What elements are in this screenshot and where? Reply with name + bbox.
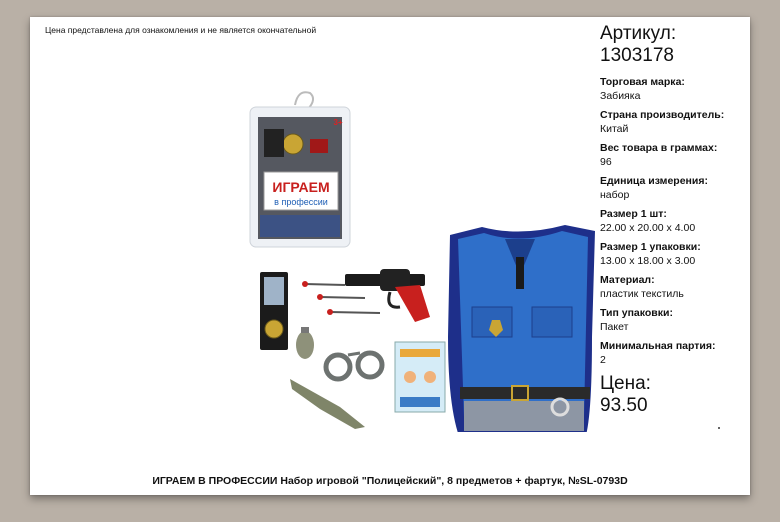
- price-disclaimer: Цена представлена для ознакомления и не является окончательной: [45, 25, 317, 35]
- package-subtitle: в профессии: [274, 197, 328, 207]
- spec-label: Единица измерения:: [600, 175, 708, 187]
- product-card: [30, 17, 750, 495]
- package-age: 3+: [333, 118, 343, 127]
- police-id-wallet: [260, 272, 288, 350]
- spec-label: Тип упаковки:: [600, 307, 673, 319]
- spec-value: 2: [600, 354, 606, 366]
- spec-value: 22.00 x 20.00 x 4.00: [600, 222, 696, 234]
- spec-value: пластик текстиль: [600, 288, 684, 300]
- price-label: Цена:: [600, 373, 651, 394]
- spec-min-order: [600, 340, 745, 367]
- spec-value: Забияка: [600, 90, 641, 102]
- package-title: ИГРАЕМ: [272, 179, 330, 195]
- spec-brand: [600, 76, 745, 103]
- mini-booklet: [395, 342, 445, 412]
- spec-weight: [600, 142, 745, 169]
- spec-package-size: [600, 241, 745, 268]
- spec-material: [600, 274, 745, 301]
- spec-unit: [600, 175, 745, 202]
- suction-darts: [302, 281, 380, 315]
- spec-item-size: [600, 208, 745, 235]
- spec-value: 13.00 x 18.00 x 3.00: [600, 255, 696, 267]
- toy-handcuffs: [326, 353, 382, 379]
- price-value: 93.50: [600, 395, 648, 416]
- product-photo: [220, 87, 595, 432]
- spec-label: Минимальная партия:: [600, 340, 716, 352]
- spec-label: Вес товара в граммах:: [600, 142, 718, 154]
- sku-label: Артикул:: [600, 23, 677, 44]
- spec-label: Размер 1 шт:: [600, 208, 667, 220]
- police-vest: [448, 225, 595, 432]
- spec-value: Китай: [600, 123, 629, 135]
- toy-grenade: [296, 327, 314, 359]
- spec-label: Страна производитель:: [600, 109, 725, 121]
- spec-package-type: [600, 307, 745, 334]
- package-bag: [250, 92, 350, 247]
- spec-value: 96: [600, 156, 612, 168]
- spec-country: [600, 109, 745, 136]
- specs-panel: [600, 23, 745, 417]
- sku-value: 1303178: [600, 45, 674, 66]
- spec-value: набор: [600, 189, 630, 201]
- spec-label: Размер 1 упаковки:: [600, 241, 701, 253]
- product-caption: ИГРАЕМ В ПРОФЕССИИ Набор игровой "Полицейский", 8 предметов + фартук, №SL-0793D: [152, 475, 628, 487]
- toy-revolver: [345, 269, 430, 322]
- spec-label: Материал:: [600, 274, 655, 286]
- stray-dot: [718, 427, 720, 429]
- spec-label: Торговая марка:: [600, 76, 685, 88]
- toy-knife: [290, 379, 365, 429]
- spec-value: Пакет: [600, 321, 629, 333]
